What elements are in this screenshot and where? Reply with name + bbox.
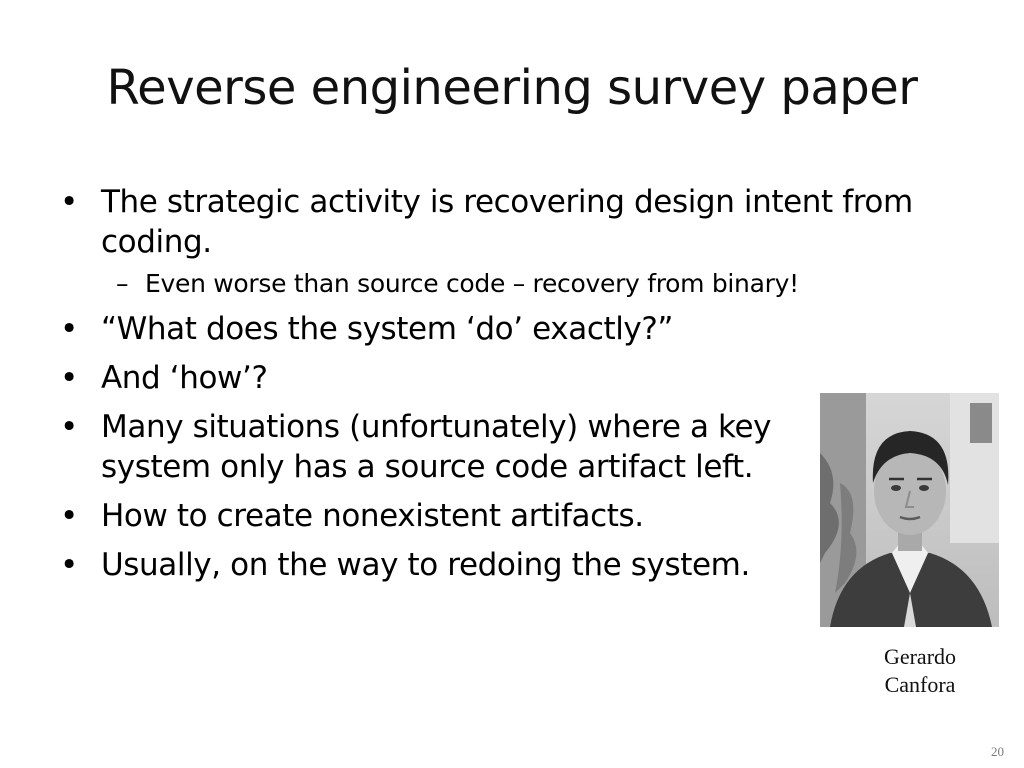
bullet-text: “What does the system ‘do’ exactly?” <box>101 311 674 347</box>
bullet-text: Many situations (unfortunately) where a key system only has a source code artifact left. <box>101 409 772 485</box>
photo-caption <box>860 643 980 699</box>
slide-title: Reverse engineering survey paper <box>106 60 918 116</box>
bullet-glyph: • <box>60 547 78 583</box>
bullet-text: And ‘how’? <box>101 360 268 396</box>
portrait-photo <box>820 393 999 627</box>
bullet-item <box>58 182 958 300</box>
bullet-glyph: • <box>60 409 78 445</box>
sub-bullet-item <box>101 268 958 300</box>
bullet-glyph: • <box>60 498 78 534</box>
bullet-text: The strategic activity is recovering design intent from coding. <box>101 184 913 260</box>
page-number: 20 <box>991 744 1004 759</box>
bullet-glyph: • <box>60 311 78 347</box>
bullet-text: Usually, on the way to redoing the system. <box>101 547 750 583</box>
bullet-item <box>58 358 958 398</box>
bullet-text: How to create nonexistent artifacts. <box>101 498 644 534</box>
photo-caption-line: Canfora <box>884 672 956 697</box>
sub-bullet-glyph: – <box>116 269 129 298</box>
sub-bullet-text: Even worse than source code – recovery from binary! <box>145 269 799 298</box>
photo-caption-line: Gerardo <box>883 644 957 669</box>
bullet-glyph: • <box>60 360 78 396</box>
portrait-photo-image <box>820 393 999 627</box>
bullet-item <box>58 309 958 349</box>
bullet-glyph: • <box>60 184 78 220</box>
